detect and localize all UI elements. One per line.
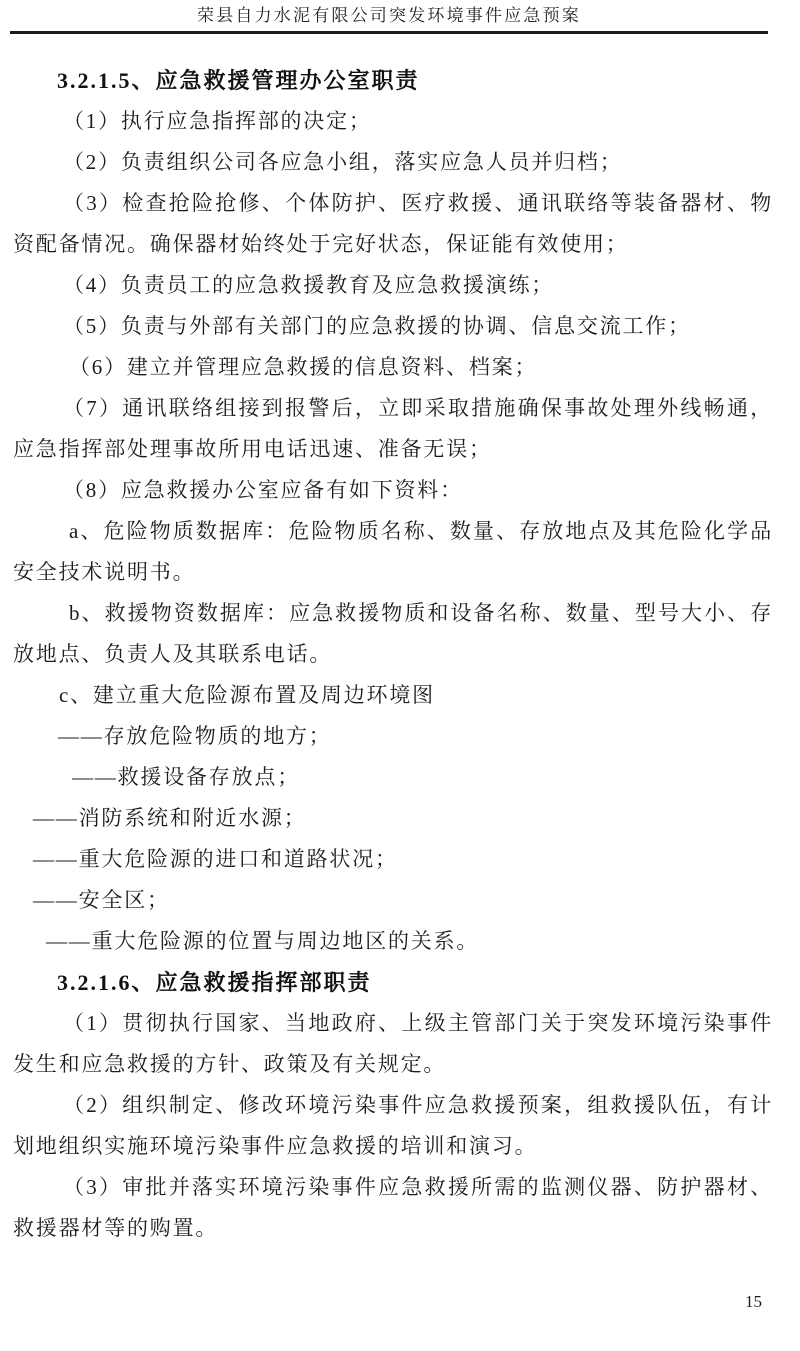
- dash-item-1: ——存放危险物质的地方；: [58, 724, 332, 748]
- page-header: [10, 0, 768, 34]
- paragraph-duty-8: （8）应急救援办公室应备有如下资料：: [63, 478, 463, 502]
- paragraph-duty-4: （4）负责员工的应急救援教育及应急救援演练；: [63, 273, 555, 297]
- paragraph-duty-1: （1）执行应急指挥部的决定；: [63, 109, 372, 133]
- document-body: [13, 60, 773, 1249]
- paragraph-duty-7: （7）通讯联络组接到报警后，立即采取措施确保事故处理外线畅通，应急指挥部处理事故所用电话迅速、准备无误；: [13, 396, 773, 461]
- page-number: 15: [745, 1292, 762, 1311]
- dash-item-3: ——消防系统和附近水源；: [33, 806, 307, 830]
- section-heading-3-2-1-6: 3.2.1.6、应急救援指挥部职责: [57, 970, 372, 995]
- dash-item-6: ——重大危险源的位置与周边地区的关系。: [46, 929, 480, 953]
- section-heading-3-2-1-5: 3.2.1.5、应急救援管理办公室职责: [57, 68, 420, 93]
- paragraph-cmd-2: （2）组织制定、修改环境污染事件应急救援预案，组救援队伍，有计划地组织实施环境污染事件应急救援的培训和演习。: [13, 1093, 773, 1158]
- paragraph-item-a: a、危险物质数据库：危险物质名称、数量、存放地点及其危险化学品安全技术说明书。: [13, 519, 773, 584]
- dash-item-4: ——重大危险源的进口和道路状况；: [33, 847, 398, 871]
- header-title: 荣县自力水泥有限公司突发环境事件应急预案: [197, 6, 581, 25]
- paragraph-duty-6: （6）建立并管理应急救援的信息资料、档案；: [69, 355, 538, 379]
- paragraph-cmd-1: （1）贯彻执行国家、当地政府、上级主管部门关于突发环境污染事件发生和应急救援的方针、政策及有关规定。: [13, 1011, 773, 1076]
- dash-item-2: ——救援设备存放点；: [72, 765, 300, 789]
- paragraph-duty-3: （3）检查抢险抢修、个体防护、医疗救援、通讯联络等装备器材、物资配备情况。确保器材始终处于完好状态，保证能有效使用；: [13, 191, 773, 256]
- paragraph-cmd-3: （3）审批并落实环境污染事件应急救援所需的监测仪器、防护器材、救援器材等的购置。: [13, 1175, 773, 1240]
- paragraph-duty-5: （5）负责与外部有关部门的应急救援的协调、信息交流工作；: [63, 314, 691, 338]
- paragraph-item-c: c、建立重大危险源布置及周边环境图: [59, 683, 435, 707]
- paragraph-item-b: b、救援物资数据库：应急救援物质和设备名称、数量、型号大小、存放地点、负责人及其联系电话。: [13, 601, 773, 666]
- paragraph-duty-2: （2）负责组织公司各应急小组，落实应急人员并归档；: [63, 150, 623, 174]
- dash-item-5: ——安全区；: [33, 888, 170, 912]
